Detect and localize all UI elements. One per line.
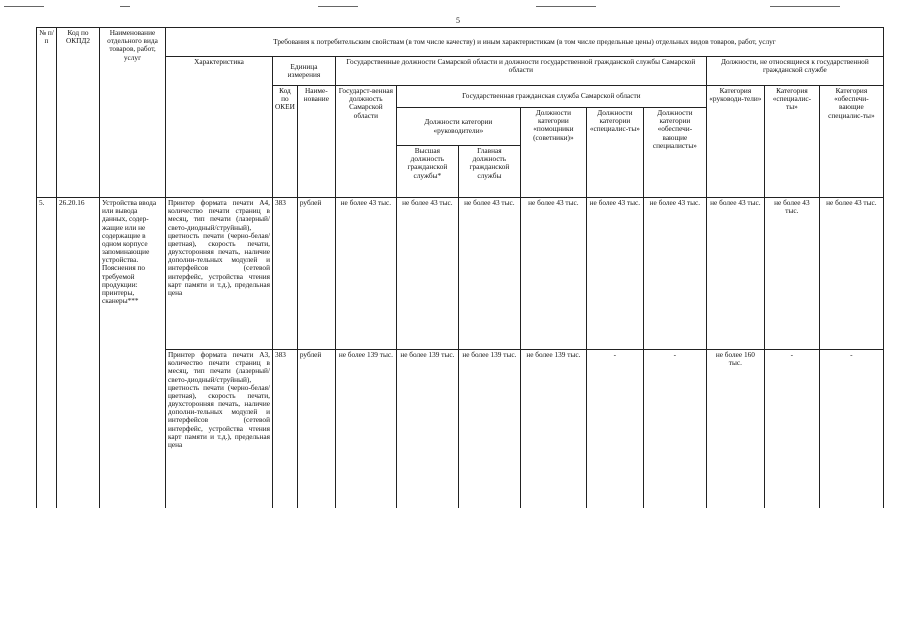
value-cell: не более 43 тыс. [520,198,586,350]
row-okpd-code: 26.20.16 [57,198,100,508]
value-cell: - [764,350,819,508]
value-cell: - [819,350,883,508]
value-cell: не более 43 тыс. [819,198,883,350]
header-cat-leaders: Категория «руководи-тели» [706,86,764,198]
header-cat-support: Категория «обеспечи-вающие специалис-ты» [819,86,883,198]
item-characteristic: Принтер формата печати А3, количество печати страниц в месяц, тип печати (лазерный/свето-диодный/струйный), цветность печати (черно-белая/цветная), скорость печати, двухсторонняя печать, наличие дополни-тельных модулей и интерфейсов (сетевой интерфейс, устройства чтения карт памяти и т.д.), предельная цена [166,350,273,508]
value-cell: не более 160 тыс. [706,350,764,508]
header-gov-state: Государст-венная должность Самарской области [335,86,396,198]
item-unit: рублей [297,198,335,350]
page-number: 5 [456,16,460,25]
value-cell: не более 139 тыс. [458,350,520,508]
header-name: Наименование отдельного вида товаров, работ, услуг [100,28,166,198]
header-unit-name: Наиме-нование [297,86,335,198]
header-leaders: Должности категории «руководители» [396,108,520,146]
header-okpd: Код по ОКПД2 [57,28,100,198]
header-assistants: Должности категории «помощники (советники)» [520,108,586,198]
item-okei: 383 [273,350,298,508]
header-gov-positions: Государственные должности Самарской области и должности государственной гражданской службы Самарской области [335,57,706,86]
row-number: 5. [37,198,57,508]
table-row [37,198,884,350]
value-cell: не более 43 тыс. [458,198,520,350]
requirements-table [36,27,884,508]
header-okei: Код по ОКЕИ [273,86,298,198]
header-num: № п/п [37,28,57,198]
row-item-name: Устройства ввода или вывода данных, содер-жащие или не содержащие в одном корпусе запоминающие устройства. Пояснения по требуемой продукции: принтеры, сканеры*** [100,198,166,508]
header-highest: Высшая должность гражданской службы* [396,146,458,198]
item-characteristic: Принтер формата печати А4, количество печати страниц в месяц, тип печати (лазерный/свето-диодный/струйный), цветность печати (черно-белая/цветная), скорость печати, двухсторонняя печать, наличие дополни-тельных модулей и интерфейсов (сетевой интерфейс, устройства чтения карт памяти и т.д.), предельная цена [166,198,273,350]
value-cell: не более 43 тыс. [396,198,458,350]
value-cell: не более 43 тыс. [706,198,764,350]
value-cell: - [643,350,706,508]
item-unit: рублей [297,350,335,508]
value-cell: не более 43 тыс. [764,198,819,350]
scan-artifact-line [536,6,596,7]
header-main: Главная должность гражданской службы [458,146,520,198]
value-cell: не более 139 тыс. [520,350,586,508]
value-cell: не более 43 тыс. [643,198,706,350]
value-cell: не более 139 тыс. [335,350,396,508]
scan-artifact-line [4,6,44,7]
value-cell: не более 43 тыс. [335,198,396,350]
header-requirements: Требования к потребительским свойствам (в том числе качеству) и иным характеристикам (в том числе предельные цены) отдельных видов товаров, работ, услуг [166,28,884,57]
header-support: Должности категории «обеспечи-вающие специалисты» [643,108,706,198]
header-civil-service: Государственная гражданская служба Самарской области [396,86,706,108]
header-row-1 [37,28,884,57]
header-cat-specialists: Категория «специалис-ты» [764,86,819,198]
header-unit: Единица измерения [273,57,336,86]
value-cell: - [586,350,643,508]
item-okei: 383 [273,198,298,350]
header-nongov-positions: Должности, не относящиеся к государственной гражданской службе [706,57,883,86]
header-characteristic: Характеристика [166,57,273,198]
header-specialists: Должности категории «специалис-ты» [586,108,643,198]
scan-artifact-line [120,6,130,7]
scan-artifact-line [318,6,358,7]
value-cell: не более 43 тыс. [586,198,643,350]
scan-artifact-line [770,6,840,7]
value-cell: не более 139 тыс. [396,350,458,508]
